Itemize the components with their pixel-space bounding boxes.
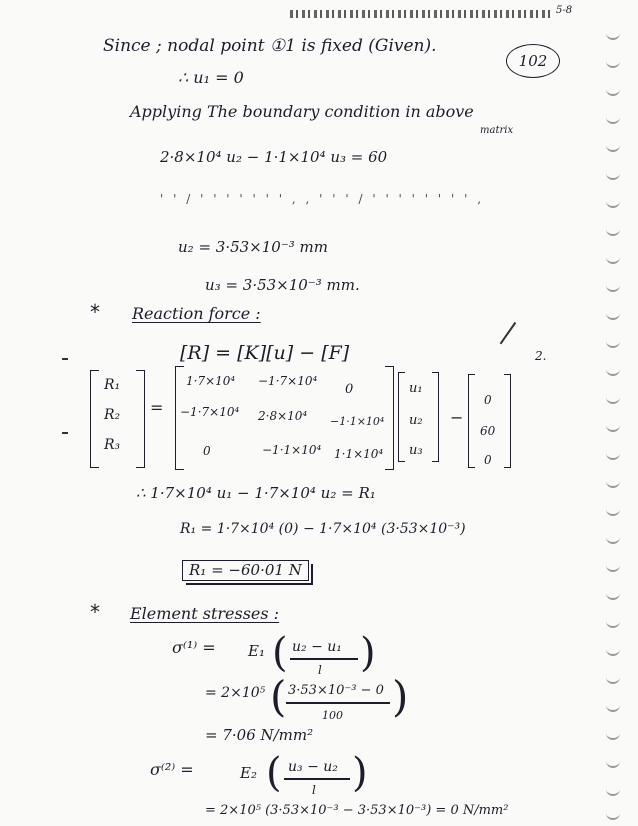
f-vector-item: 0	[484, 453, 492, 467]
k-matrix-cell: −1·1×10⁴	[330, 415, 385, 428]
stresses-heading: Element stresses :	[130, 604, 280, 623]
r-vector-item: R₃	[104, 437, 121, 453]
f-vector-item: 0	[484, 393, 492, 407]
k-matrix-cell: 1·1×10⁴	[334, 447, 384, 461]
reaction-step-1: ∴ 1·7×10⁴ u₁ − 1·7×10⁴ u₂ = R₁	[136, 484, 376, 502]
margin-dash	[62, 432, 68, 434]
u-vector-item: u₃	[409, 443, 423, 458]
equation-1: 2·8×10⁴ u₂ − 1·1×10⁴ u₃ = 60	[160, 148, 388, 166]
k-matrix-cell: 2·8×10⁴	[258, 409, 308, 423]
sigma1-numerator: u₂ − u₁	[292, 639, 342, 655]
sigma2-numerator: u₃ − u₂	[288, 759, 338, 775]
f-vector-bracket-right	[504, 374, 511, 468]
scribble-line: ' ' / ' ' ' ' ' ' ' , , ' ' ' / ' ' ' ' ' ' ' ' ,	[160, 192, 485, 206]
f-vector-item: 60	[480, 424, 496, 438]
paren-close: )	[360, 630, 376, 676]
k-matrix-cell: 1·7×10⁴	[186, 374, 236, 388]
sigma1-step-a-numerator: 3·53×10⁻³ − 0	[288, 683, 384, 698]
sigma1-step-a-denominator: 100	[322, 709, 343, 722]
sigma2-lhs: σ⁽²⁾ =	[150, 760, 194, 779]
asterisk-icon: *	[90, 300, 100, 324]
equals-sign: =	[150, 398, 164, 417]
scan-edge-marks	[290, 10, 550, 18]
page-number: 102	[506, 44, 560, 78]
sigma1-result: = 7·06 N/mm²	[205, 726, 314, 744]
reaction-heading: Reaction force :	[132, 304, 261, 323]
sigma2-modulus: E₂	[240, 764, 257, 782]
k-matrix-cell: −1·7×10⁴	[180, 405, 240, 419]
fraction-bar	[284, 778, 350, 780]
intro-line-2: ∴ u₁ = 0	[178, 68, 244, 87]
r-vector-item: R₂	[104, 407, 121, 423]
reaction-step-2: R₁ = 1·7×10⁴ (0) − 1·7×10⁴ (3·53×10⁻³)	[180, 521, 466, 537]
u-vector-bracket-right	[432, 372, 439, 462]
intro-line-3: Applying The boundary condition in above	[130, 102, 474, 121]
side-mark: 2.	[535, 349, 547, 363]
sigma1-lhs: σ⁽¹⁾ =	[172, 638, 216, 657]
pen-stroke	[500, 322, 516, 344]
fraction-bar	[286, 702, 390, 704]
paren-close: )	[352, 750, 368, 796]
u-vector-bracket-left	[398, 372, 405, 462]
sigma2-result: = 2×10⁵ (3·53×10⁻³ − 3·53×10⁻³) = 0 N/mm²	[205, 803, 509, 818]
k-matrix-cell: 0	[345, 382, 354, 397]
fraction-bar	[290, 658, 358, 660]
reaction-answer-box: R₁ = −60·01 N	[182, 560, 309, 581]
k-matrix-cell: 0	[203, 444, 211, 458]
sigma1-modulus: E₁	[248, 642, 265, 660]
paren-open: (	[266, 750, 282, 796]
f-vector-bracket-left	[468, 374, 475, 468]
paren-close: )	[392, 672, 409, 721]
r-vector-bracket-right	[136, 370, 145, 468]
u-vector-item: u₁	[409, 381, 423, 396]
margin-dash	[62, 358, 68, 360]
k-matrix-cell: −1·7×10⁴	[258, 374, 318, 388]
minus-sign: −	[450, 408, 464, 427]
result-u3: u₃ = 3·53×10⁻³ mm.	[205, 276, 360, 294]
asterisk-icon: *	[90, 600, 100, 624]
paren-open: (	[272, 630, 288, 676]
intro-line-3b: matrix	[480, 125, 514, 136]
u-vector-item: u₂	[409, 413, 423, 428]
sigma1-denominator: l	[318, 663, 322, 677]
paren-open: (	[270, 672, 287, 721]
notebook-binding	[596, 0, 638, 826]
k-matrix-cell: −1·1×10⁴	[262, 443, 322, 457]
intro-line-1: Since ; nodal point ①1 is fixed (Given).	[103, 36, 437, 56]
top-corner-mark: 5-8	[556, 5, 573, 16]
reaction-formula: [R] = [K][u] − [F]	[180, 342, 350, 364]
sigma2-denominator: l	[312, 783, 316, 797]
r-vector-item: R₁	[104, 377, 121, 393]
r-vector-bracket-left	[90, 370, 99, 468]
k-matrix-bracket-right	[385, 366, 394, 470]
result-u2: u₂ = 3·53×10⁻³ mm	[178, 238, 328, 256]
sigma1-step-a-left: = 2×10⁵	[205, 685, 266, 701]
